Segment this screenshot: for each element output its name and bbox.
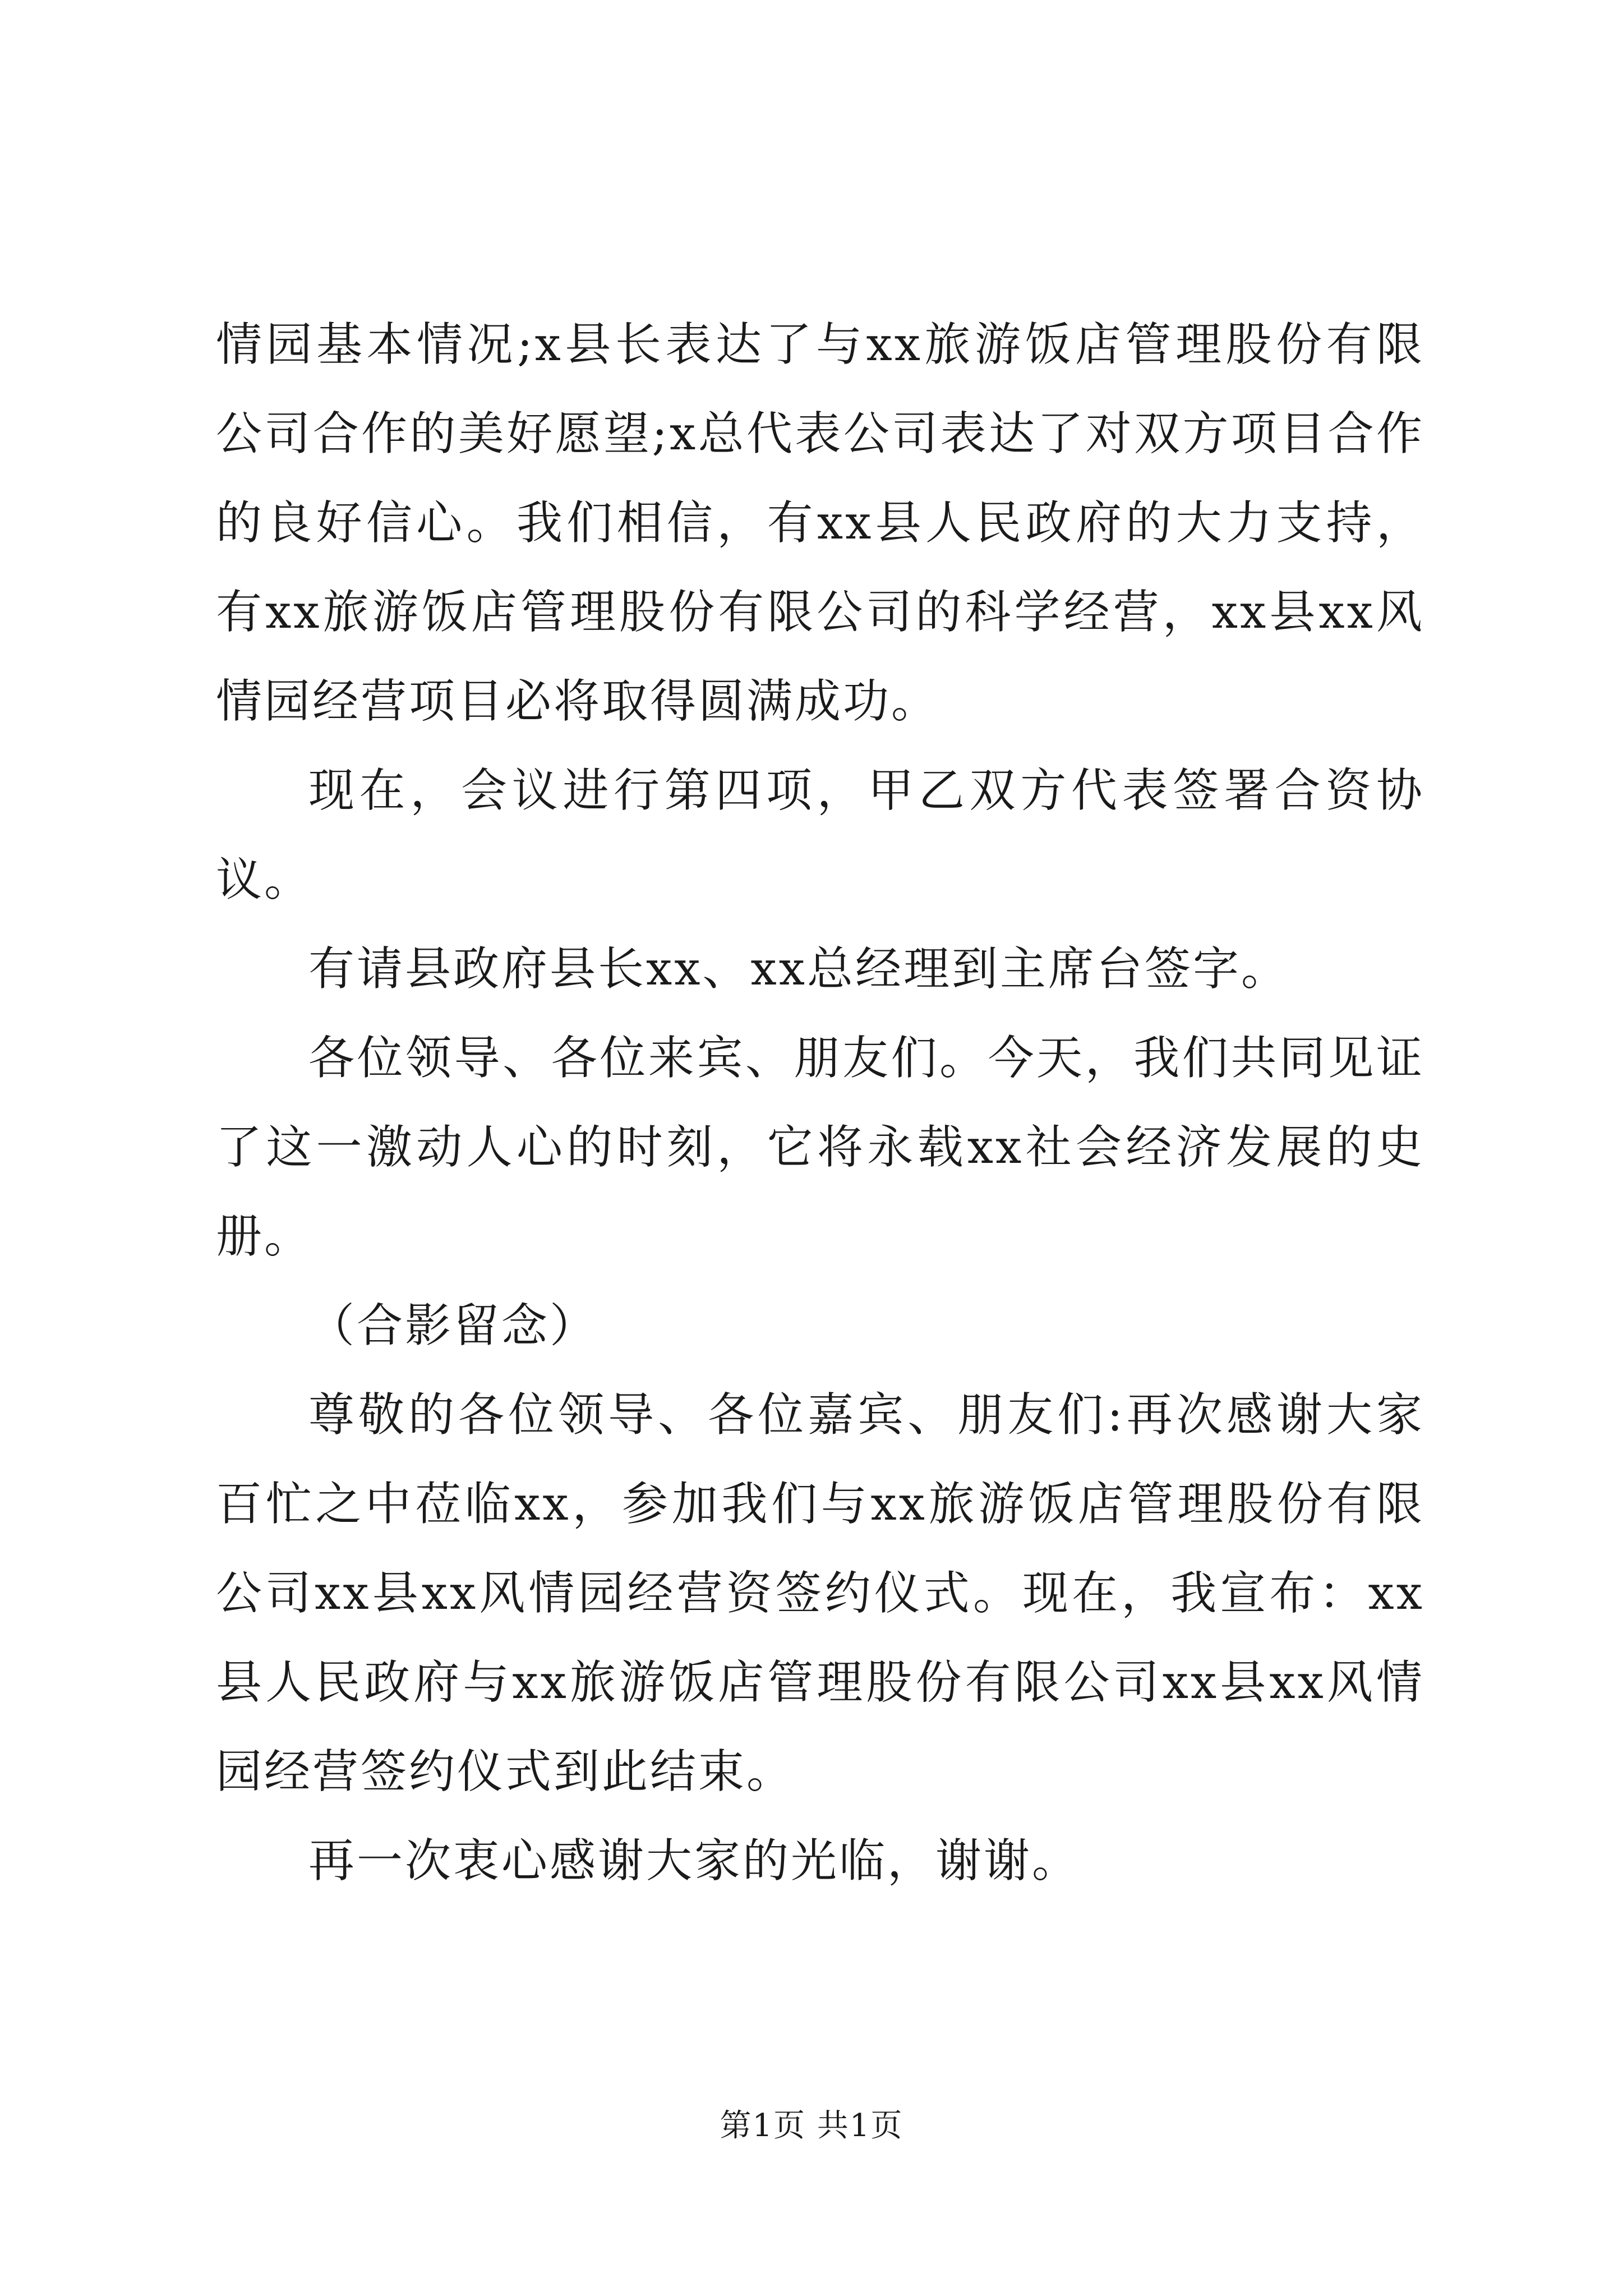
- paragraph-agenda-item-four: 现在，会议进行第四项，甲乙双方代表签署合资协议。: [216, 764, 1424, 907]
- paragraph-intro-continuation: 情园基本情况;x县长表达了与xx旅游饭店管理股份有限公司合作的美好愿望;x总代表公司表达了对双方项目合作的良好信心。我们相信，有xx县人民政府的大力支持，有xx旅游饭店管理股份有限公司的科学经营，xx县xx风情园经营项目必将取得圆满成功。: [216, 318, 1424, 728]
- paragraph-signing-invitation: 有请县政府县长xx、xx总经理到主席台签字。: [308, 942, 1289, 996]
- paragraph-witness-moment: 各位领导、各位来宾、朋友们。今天，我们共同见证了这一激动人心的时刻，它将永载xx社会经济发展的史册。: [216, 1032, 1424, 1263]
- page-number-footer: 第1页 共1页: [720, 2108, 903, 2144]
- document-body: [216, 300, 1424, 1906]
- paragraph-group-photo: （合影留念）: [308, 1299, 598, 1352]
- paragraph-closing-announcement: 尊敬的各位领导、各位嘉宾、朋友们:再次感谢大家百忙之中莅临xx，参加我们与xx旅游饭店管理股份有限公司xx县xx风情园经营资签约仪式。现在，我宣布：xx县人民政府与xx旅游饭店管理股份有限公司xx县xx风情园经营签约仪式到此结束。: [216, 1388, 1424, 1798]
- paragraph-final-thanks: 再一次衷心感谢大家的光临，谢谢。: [308, 1834, 1081, 1888]
